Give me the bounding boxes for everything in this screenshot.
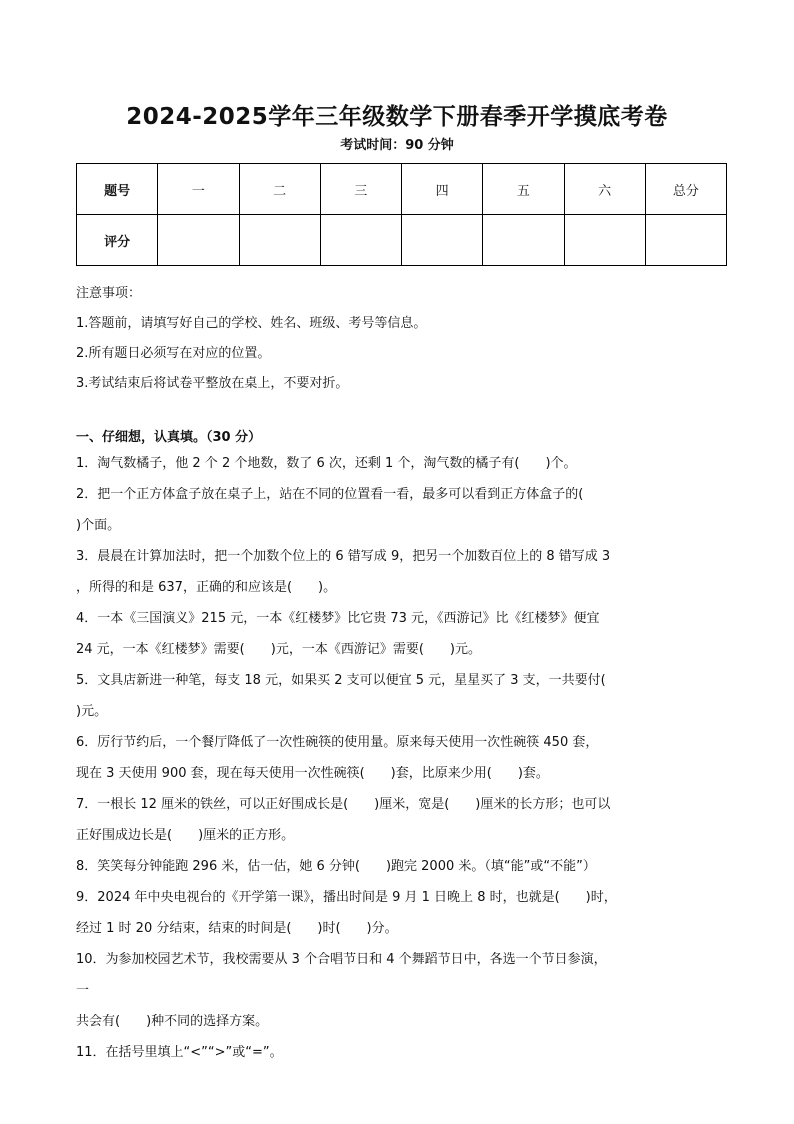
score-table [76,163,727,266]
section-heading: 一、仔细想，认真填。（30 分） [76,430,262,445]
question-line: 1．淘气数橘子，他 2 个 2 个地数，数了 6 次，还剩 1 个，淘气数的橘子有( )个。 [76,456,577,471]
question-line: 11．在括号里填上“<”“>”或“=”。 [76,1045,283,1060]
column-header-6: 六 [564,164,645,215]
score-cell-1[interactable] [158,215,239,266]
question-line: 经过 1 时 20 分结束，结束的时间是( )时( )分。 [76,921,398,936]
question-line: 2．把一个正方体盒子放在桌子上，站在不同的位置看一看，最多可以看到正方体盒子的( [76,487,584,502]
question-line: 现在 3 天使用 900 套，现在每天使用一次性碗筷( )套，比原来少用( )套。 [76,766,549,781]
question-line: 共会有( )种不同的选择方案。 [76,1014,269,1029]
question-line: 8．笑笑每分钟能跑 296 米，估一估，她 6 分钟( )跑完 2000 米。（填“能”或“不能”） [76,859,596,874]
notes-heading: 注意事项： [76,286,142,301]
question-line: 3．晨晨在计算加法时，把一个加数个位上的 6 错写成 9，把另一个加数百位上的 8 错写成 3 [76,549,611,564]
score-table-header-row [77,164,727,215]
question-line: 5．文具店新进一种笔，每支 18 元，如果买 2 支可以便宜 5 元，星星买了 3 支，一共要付( [76,673,606,688]
question-line: 7．一根长 12 厘米的铁丝，可以正好围成长是( )厘米，宽是( )厘米的长方形；也可以 [76,797,611,812]
question-line: )元。 [76,704,108,719]
score-table-score-row [77,215,727,266]
question-line: 4．一本《三国演义》215 元，一本《红楼梦》比它贵 73 元，《西游记》比《红楼梦》便宜 [76,611,600,626]
score-cell-2[interactable] [239,215,320,266]
column-header-5: 五 [483,164,564,215]
question-list [76,456,726,1076]
score-label: 评分 [77,215,158,266]
notes-block [76,286,426,406]
column-header-1: 一 [158,164,239,215]
score-cell-3[interactable] [320,215,401,266]
question-line: 9．2024 年中央电视台的《开学第一课》，播出时间是 9 月 1 日晚上 8 时，也就是( )时， [76,890,617,905]
column-header-4: 四 [402,164,483,215]
question-line: 24 元，一本《红楼梦》需要( )元，一本《西游记》需要( )元。 [76,642,481,657]
note-item: 3.考试结束后将试卷平整放在桌上，不要对折。 [76,376,349,391]
exam-title: 2024-2025学年三年级数学下册春季开学摸底考卷 [126,104,668,130]
column-header-2: 二 [239,164,320,215]
question-line: ，所得的和是 637，正确的和应该是( )。 [76,580,337,595]
question-number-label: 题号 [77,164,158,215]
note-item: 2.所有题日必须写在对应的位置。 [76,346,271,361]
column-header-3: 三 [320,164,401,215]
question-line: 正好围成边长是( )厘米的正方形。 [76,828,295,843]
score-cell-total[interactable] [645,215,726,266]
exam-duration: 考试时间：90 分钟 [340,138,454,153]
question-line: 10．为参加校园艺术节，我校需要从 3 个合唱节日和 4 个舞蹈节日中，各选一个节日参演， [76,952,607,967]
question-line: )个面。 [76,518,121,533]
question-line: 6．厉行节约后，一个餐厅降低了一次性碗筷的使用量。原来每天使用一次性碗筷 450 套， [76,735,599,750]
score-cell-4[interactable] [402,215,483,266]
question-line: 一 [76,983,90,998]
note-item: 1.答题前，请填写好自己的学校、姓名、班级、考号等信息。 [76,316,427,331]
score-cell-6[interactable] [564,215,645,266]
column-header-total: 总分 [645,164,726,215]
score-cell-5[interactable] [483,215,564,266]
